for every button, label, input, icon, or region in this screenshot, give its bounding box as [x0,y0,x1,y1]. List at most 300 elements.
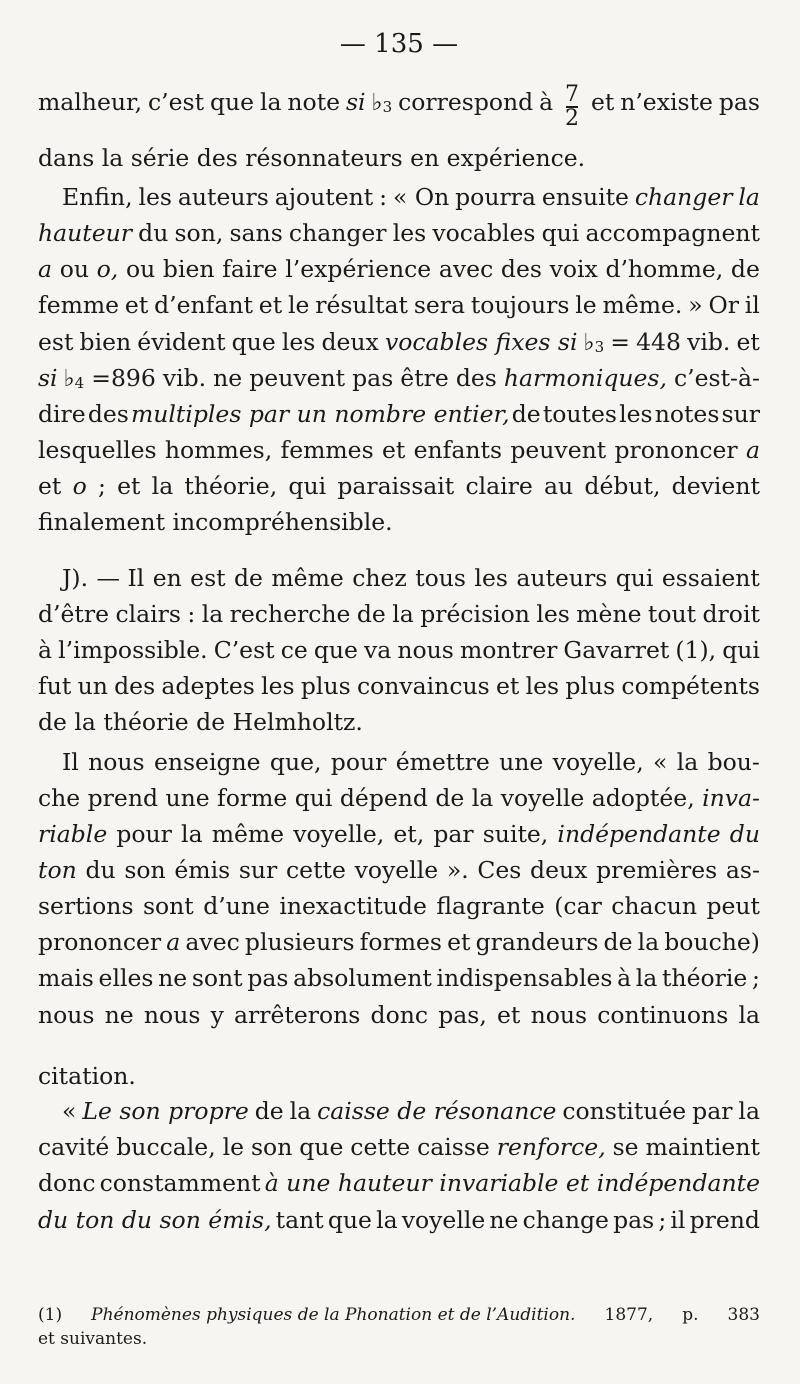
word-text: et [124,291,149,319]
word [364,633,391,667]
word-text: note [287,88,341,116]
text-line [38,925,760,959]
word-text: « [62,1097,77,1125]
word-text: femme [38,291,120,319]
word [285,252,431,286]
word [745,288,760,322]
word [148,85,204,119]
word-text: harmoniques, [503,364,667,392]
word [62,561,88,595]
word-text: et [381,436,406,464]
word-text: bien [162,255,215,283]
text-line [38,433,760,467]
word [105,998,134,1032]
word-text: claire [465,472,533,500]
word-text: les [525,672,560,700]
word-text: du [138,219,169,247]
word [337,469,454,503]
word-text: recherche [229,600,351,628]
word-text: si [345,88,366,116]
word [708,745,760,779]
word [726,853,760,887]
word [516,561,607,595]
word-text: dépend [339,784,428,812]
word [737,325,760,359]
word [100,1166,261,1200]
word [433,817,473,851]
word [472,781,494,815]
word-text: début, [584,472,661,500]
word [178,180,269,214]
word [288,469,326,503]
word [38,85,142,119]
word [432,216,535,250]
word-text: plus [565,672,616,700]
word-text: et [497,1001,521,1029]
word-text: absolument [293,964,432,992]
fraction-numerator: 7 [565,82,580,107]
word [299,1130,343,1164]
word [293,817,384,851]
word-text: une [499,748,544,776]
word-text: de [435,784,465,812]
word [152,469,174,503]
word-text: : [187,600,196,628]
word-text: ne [489,1206,519,1234]
word [301,669,351,703]
word-text: la [259,88,282,116]
word-text: si [38,364,58,392]
word [703,597,760,631]
word [414,288,465,322]
text-line [38,216,760,250]
word-text: caisse de résonance [317,1097,557,1125]
word [664,925,760,959]
word [181,817,203,851]
word [635,180,733,214]
word [603,288,683,322]
word-text: que [313,636,358,664]
word [245,925,355,959]
word-text: peut [706,892,760,920]
word-text: : [379,183,388,211]
word-text: nous [397,636,454,664]
word [504,361,667,395]
word [175,216,224,250]
word-text: de [511,400,541,428]
word [247,961,288,995]
word-text: de [603,928,633,956]
word [260,85,282,119]
word [575,288,596,322]
word-text: pas [613,1206,655,1234]
word-text: — Il [96,564,145,592]
word [239,853,277,887]
word [88,397,129,431]
word-text: avec [438,255,494,283]
word-text: que, [269,748,322,776]
word-text: d’enfant [154,291,253,319]
word [738,180,760,214]
word-text: émettre [395,748,490,776]
word-text: à [38,636,53,664]
word [706,889,760,923]
word [662,561,760,595]
word [592,781,695,815]
text-line [38,252,760,286]
word-text: ajoutent [274,183,374,211]
word [489,1203,518,1237]
word [38,1130,109,1164]
word [526,669,559,703]
word-text: o [72,472,87,500]
word-text: vib. [687,328,731,356]
word [38,961,94,995]
word [620,85,713,119]
word [288,288,309,322]
word [88,745,144,779]
word [396,745,490,779]
word [619,397,652,431]
word-text: à [617,964,632,992]
word-text: et [590,88,615,116]
word-text: par [433,820,474,848]
word-text: est [38,328,74,356]
word [474,561,507,595]
word-text: pas [352,364,394,392]
word [402,1203,486,1237]
word-text: sertions [38,892,134,920]
word-text: précision [420,600,530,628]
word-text: avec [185,928,240,956]
word-text: en [152,564,182,592]
word-text: être [400,364,449,392]
text-line [38,180,760,214]
word [161,669,254,703]
word [585,216,759,250]
word-text: voyelle [500,784,585,812]
word-text: les [138,183,172,211]
word-text: J). [62,564,89,592]
word [722,633,760,667]
word [436,889,544,923]
word-text: inva- [702,784,760,812]
word [357,669,490,703]
word-text: sont [191,964,243,992]
word [295,781,333,815]
word-text: deux [530,856,588,884]
word [477,853,521,887]
word-text: indispensables [436,964,613,992]
word-text: qui [294,784,333,812]
word [229,216,282,250]
text-line [38,361,760,395]
word-text: des [87,400,129,428]
word-text: changer [634,183,733,211]
word [38,781,80,815]
word [328,1203,372,1237]
word-text: théorie [661,964,748,992]
word [138,180,171,214]
word-text: des [500,255,542,283]
word [261,669,294,703]
word [62,745,79,779]
word [38,216,132,250]
word-text: il [670,1206,686,1234]
word [38,252,52,286]
word [531,998,587,1032]
word-text: Or [708,291,739,319]
word-text: dire [38,400,86,428]
word-text: voyelle [354,856,439,884]
word [417,1130,490,1164]
word [562,1094,686,1128]
word [543,397,617,431]
fraction-denominator: 2 [565,106,580,131]
word [415,561,466,595]
word [496,669,519,703]
word [60,252,89,286]
word [393,216,426,250]
word [270,745,322,779]
word [542,216,580,250]
word-text: donc [370,1001,429,1029]
word-text: plusieurs [244,928,355,956]
word [638,925,660,959]
word-text: même [211,820,285,848]
word-text: et [117,472,141,500]
word [138,216,168,250]
word-text: constamment [99,1169,261,1197]
word [117,469,140,503]
word-text: montrer [459,636,558,664]
word [293,961,432,995]
word-text: lesquelles [38,436,157,464]
word-text: =896 [91,364,156,392]
word-text: de [356,600,386,628]
word [38,853,77,887]
word [497,1130,606,1164]
text-line [38,961,760,995]
word [702,781,760,815]
word [420,597,530,631]
word [38,469,61,503]
word-text: ne [213,364,243,392]
word [550,252,598,286]
word [687,325,730,359]
word [223,1130,244,1164]
word [213,361,242,395]
word-text: peuvent [510,436,607,464]
word-text: sans [229,219,283,247]
word-text: notes [654,400,720,428]
word-text: que [327,1206,372,1234]
word-text: même [271,564,344,592]
footnote-title: Phénomènes physiques de la Phonation et de l’Audition. [91,1305,576,1325]
word [483,817,549,851]
word [591,85,614,119]
word [355,853,439,887]
word [38,597,109,631]
text-line [38,288,760,322]
word [116,817,172,851]
word-text: cette [286,856,346,884]
word [615,433,738,467]
word-text: l’expérience [285,255,432,283]
word-text: la [635,964,658,992]
word-text: vocables fixes si [384,328,578,356]
octave-subscript: 3 [382,98,393,116]
word [653,745,667,779]
word-text: de [254,1097,284,1125]
word-text: auteurs [177,183,269,211]
word [499,745,543,779]
word [510,433,606,467]
word-text: formes [359,928,442,956]
word [85,853,115,887]
word-text: pas [247,964,289,992]
word [165,433,272,467]
word-text: vib. [162,364,207,392]
word-text: le [575,291,597,319]
word [287,85,340,119]
word-text: buccale, [116,1133,216,1161]
word [565,669,615,703]
word-text: qui [288,472,327,500]
word-text: « On [392,183,450,211]
word-text: c’est [148,88,205,116]
word [596,853,717,887]
word-text: et [38,472,62,500]
word [465,469,532,503]
word-text: (car [554,892,602,920]
page-number: — 135 — [339,29,459,59]
word-text: donc [38,1169,96,1197]
word [544,469,573,503]
word-text: droit [702,600,760,628]
word-text: fut [38,672,72,700]
word [137,325,225,359]
word [234,561,263,595]
word [38,433,157,467]
word [88,781,158,815]
word [78,669,108,703]
word [438,998,487,1032]
text-line [38,853,760,887]
text-line [38,597,760,631]
word-text: compétents [621,672,760,700]
fraction [565,82,580,131]
word-text: pour [330,748,387,776]
word-text: clairs [115,600,181,628]
word [187,597,195,631]
word [646,1130,760,1164]
word-text: tant [275,1206,324,1234]
word [730,817,760,851]
word [397,633,453,667]
word-text: » [688,291,703,319]
word [38,817,107,851]
word-text: paraissait [337,472,455,500]
word-text: nous [88,748,145,776]
word [636,325,681,359]
word-text: o, [96,255,119,283]
word-text: hauteur [38,219,132,247]
word [346,85,392,119]
word-text: toutes [542,400,617,428]
word [731,252,760,286]
word [192,961,243,995]
word [125,288,148,322]
text-line [38,998,760,1032]
word-text: inexactitude [279,892,427,920]
text-line [38,633,760,667]
word [722,397,760,431]
word [393,817,424,851]
word-text: qui [541,219,580,247]
word [202,597,224,631]
word [98,469,106,503]
word-text: la [376,1206,398,1234]
word [674,361,760,395]
word [80,325,132,359]
word-text: Enfin, [62,183,133,211]
word-text: tous [415,564,466,592]
word [616,561,654,595]
word [153,561,182,595]
word-text: d’être [38,600,110,628]
word-text: « [653,748,668,776]
word-text: la [738,1001,760,1029]
word-text: est [190,564,226,592]
word [73,469,87,503]
word [692,1094,732,1128]
text-line [38,325,760,359]
word-text: au [544,472,574,500]
word-text: Il [62,748,79,776]
text-line [38,1094,760,1128]
word [38,633,52,667]
word-text: les [392,219,427,247]
word [675,633,716,667]
word [605,252,723,286]
word-text: la [738,183,760,211]
word-text: auteurs [516,564,608,592]
footnote-line-1 [38,1303,760,1327]
word [523,1203,609,1237]
word [435,781,464,815]
word [62,1094,76,1128]
word-text: la [471,784,494,812]
word [143,889,194,923]
word [604,925,633,959]
word-text: se [612,1133,639,1161]
word-text: hommes, [164,436,273,464]
text-line [38,1203,760,1237]
word [281,433,374,467]
word-text: d’une [203,892,270,920]
word-text: la [289,1097,312,1125]
word [501,252,542,286]
word [350,1130,410,1164]
word [613,1203,654,1237]
word-text: et, [393,820,425,848]
word-text: suite, [482,820,549,848]
word [610,325,630,359]
word [385,325,604,359]
word [636,961,658,995]
word [371,998,429,1032]
